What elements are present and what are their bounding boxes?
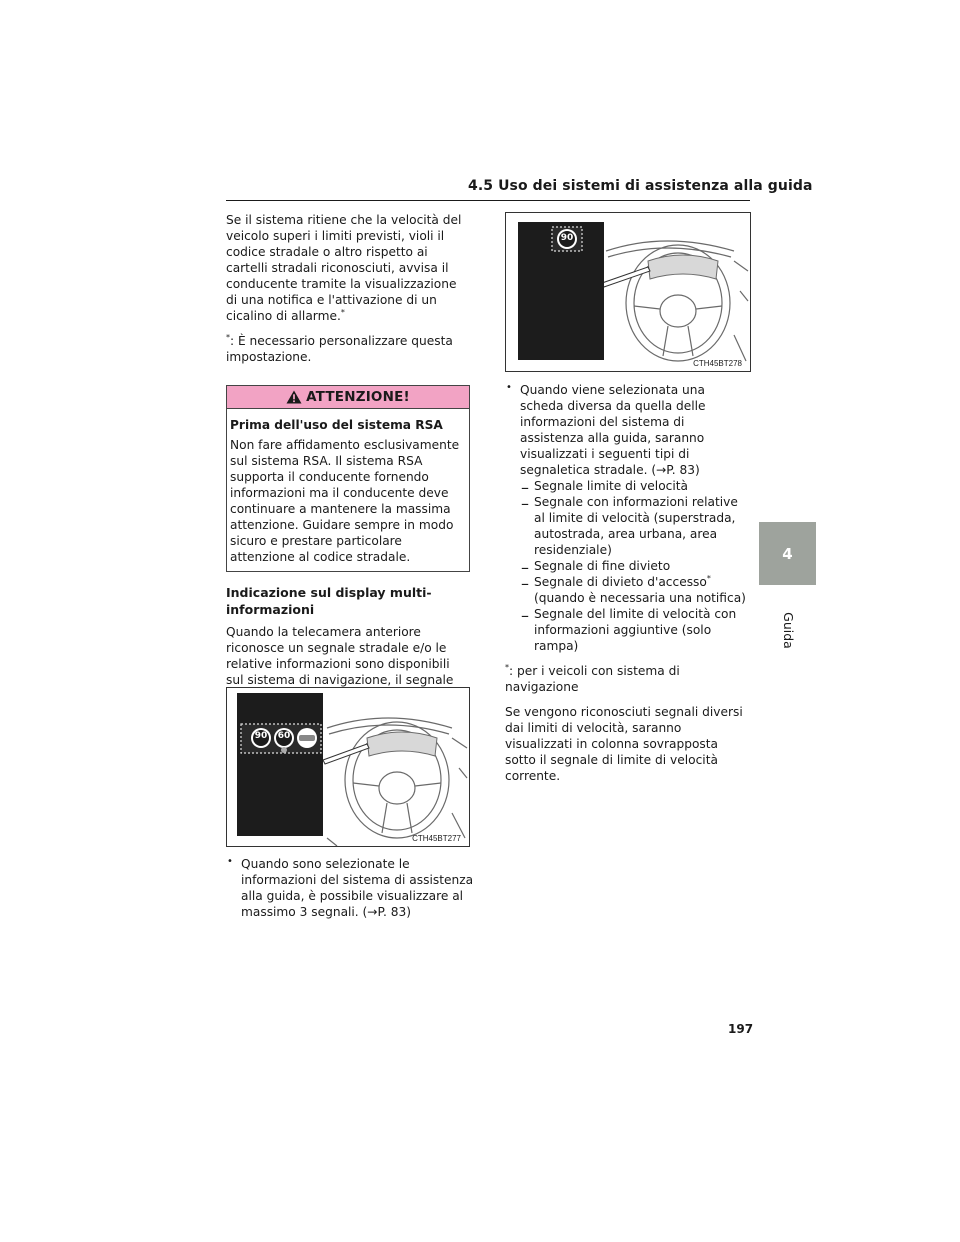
figure-multi-info-display-1-sign [505, 212, 751, 372]
footnote [505, 663, 751, 695]
section-paragraph: Quando la telecamera anteriore riconosce un segnale stradale e/o le relative informazioni sono disponibili sul sistema di navigazione, il segnale [226, 625, 454, 687]
section-header: 4.5 Uso dei sistemi di assistenza alla guida [468, 178, 813, 194]
dash-text: – Segnale del limite di velocità con informazioni aggiuntive (solo rampa) [534, 607, 737, 653]
figure-code: CTH45BT277 [412, 834, 461, 843]
bullet-text: • Quando sono selezionate le informazioni del sistema di assistenza alla guida, è possibile visualizzare al massimo 3 segnali. (→P. 83) [241, 857, 474, 919]
page-number: 197 [728, 1022, 754, 1036]
warning-triangle-icon [286, 390, 302, 404]
chapter-label-text: Guida [780, 611, 796, 649]
dash-item [505, 574, 751, 606]
warning-text: Non fare affidamento esclusivamente sul sistema RSA. Il sistema RSA supporta il conducente fornendo informazioni ma il conducente deve continuare a mantenere la massima attenzione. Guidare sempre in modo sicuro e prestare particolare attenzione al codice stradale. [230, 438, 460, 564]
warning-subtitle: Prima dell'uso del sistema RSA [230, 418, 443, 432]
intro-text: Se il sistema ritiene che la velocità del veicolo superi i limiti previsti, violi il codice stradale o altro rispetto ai cartelli stradali riconosciuti, avvisa il conducente tramite la visualizzazione di una notifica e l'attivazione di un cicalino di allarme. [226, 213, 462, 323]
footnote-text: : È necessario personalizzare questa impostazione. [226, 334, 453, 364]
steering-wheel-illustration [227, 688, 469, 846]
bullet-text: • Quando viene selezionata una scheda diversa da quella delle informazioni del sistema di assistenza alla guida, saranno visualizzati i seguenti tipi di segnaletica stradale. (→P. 83) [520, 383, 706, 477]
header-rule [226, 200, 750, 201]
speed-sign-60: 60 [277, 731, 291, 741]
warning-box [226, 385, 470, 572]
chapter-number: 4 [782, 544, 793, 563]
section-title: Indicazione sul display multi-informazioni [226, 585, 432, 617]
footnote-mark: * [505, 662, 509, 672]
warning-label: ATTENZIONE! [306, 389, 410, 405]
dash-text: – Segnale con informazioni relative al limite di velocità (superstrada, autostrada, area urbana, area residenziale) [534, 495, 738, 557]
chapter-label [778, 600, 798, 660]
speed-sign-90: 90 [254, 731, 268, 741]
closing-paragraph: Se vengono riconosciuti segnali diversi dai limiti di velocità, saranno visualizzati in colonna sovrapposta sotto il segnale di limite di velocità corrente. [505, 705, 743, 783]
dash-item [505, 558, 751, 574]
dash-text [534, 574, 751, 606]
dash-item [505, 494, 751, 558]
dash-text-main: Segnale di divieto d'accesso [534, 575, 707, 589]
footnote-mark: * [226, 332, 230, 342]
bullet-item [505, 382, 751, 478]
footnote-text: : per i veicoli con sistema di navigazione [505, 664, 680, 694]
footnote-mark: * [706, 573, 711, 583]
figure-code: CTH45BT278 [693, 359, 742, 368]
dash-text-tail: (quando è necessaria una notifica) [534, 591, 746, 605]
dash-item [505, 478, 751, 494]
figure-multi-info-display-3-signs [226, 687, 470, 847]
left-column [226, 212, 470, 720]
steering-wheel-illustration [506, 213, 750, 371]
chapter-tab [759, 522, 816, 585]
footnote [226, 333, 470, 365]
bullet-item [226, 856, 485, 920]
dash-text: – Segnale di fine divieto [534, 559, 671, 573]
warning-header [227, 386, 469, 409]
dash-item [505, 606, 751, 654]
dash-text: – Segnale limite di velocità [534, 479, 688, 493]
footnote-mark: * [340, 307, 345, 317]
intro-paragraph [226, 212, 470, 324]
speed-sign-90: 90 [560, 233, 574, 243]
warning-body [227, 409, 469, 571]
right-column [505, 382, 751, 784]
